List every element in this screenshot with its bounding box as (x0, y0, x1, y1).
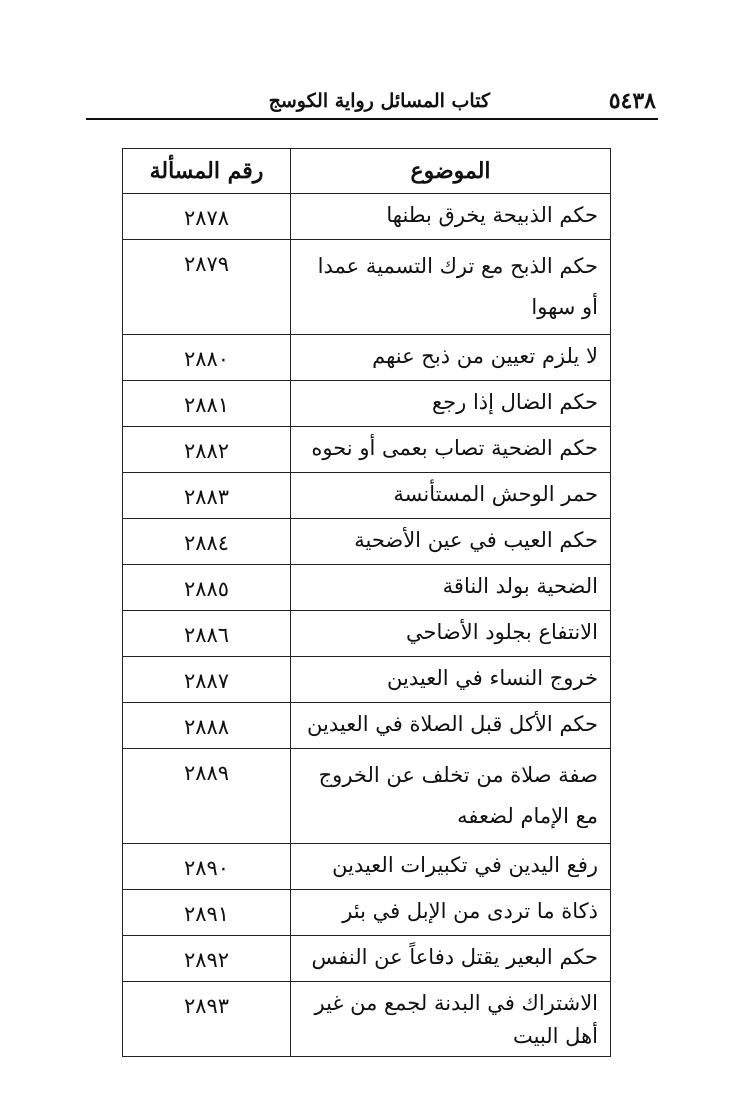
index-table (122, 148, 611, 1057)
topic-cell: صفة صلاة من تخلف عن الخروج مع الإمام لضعفه (291, 749, 611, 844)
topic-cell: حكم الأكل قبل الصلاة في العيدين (291, 703, 611, 749)
page-header (86, 80, 658, 120)
table-row (123, 890, 611, 936)
header-issue-number: رقم المسألة (123, 149, 291, 194)
issue-number-cell: ٢٨٨٩ (123, 749, 291, 844)
topic-cell: رفع اليدين في تكبيرات العيدين (291, 844, 611, 890)
topic-cell: حكم الذبيحة يخرق بطنها (291, 194, 611, 240)
table-row (123, 611, 611, 657)
table-row (123, 703, 611, 749)
issue-number-cell: ٢٨٩٢ (123, 936, 291, 982)
topic-cell: حكم العيب في عين الأضحية (291, 519, 611, 565)
topic-cell: حكم البعير يقتل دفاعاً عن النفس (291, 936, 611, 982)
header-topic: الموضوع (291, 149, 611, 194)
table-row (123, 335, 611, 381)
issue-number-cell: ٢٨٧٨ (123, 194, 291, 240)
table-row (123, 240, 611, 335)
topic-cell: خروج النساء في العيدين (291, 657, 611, 703)
issue-number-cell: ٢٨٨٤ (123, 519, 291, 565)
issue-number-cell: ٢٨٩٣ (123, 982, 291, 1057)
issue-number-cell: ٢٨٨٧ (123, 657, 291, 703)
book-title: كتاب المسائل رواية الكوسج (268, 90, 490, 112)
table-row (123, 844, 611, 890)
topic-cell: الانتفاع بجلود الأضاحي (291, 611, 611, 657)
table-row (123, 657, 611, 703)
issue-number-cell: ٢٨٨٥ (123, 565, 291, 611)
table-row (123, 194, 611, 240)
topic-cell: الضحية بولد الناقة (291, 565, 611, 611)
table-row (123, 936, 611, 982)
topic-cell: حمر الوحش المستأنسة (291, 473, 611, 519)
issue-number-cell: ٢٨٨٦ (123, 611, 291, 657)
topic-cell: حكم الضحية تصاب بعمى أو نحوه (291, 427, 611, 473)
issue-number-cell: ٢٨٨١ (123, 381, 291, 427)
issue-number-cell: ٢٨٨٢ (123, 427, 291, 473)
issue-number-cell: ٢٨٨٣ (123, 473, 291, 519)
topic-cell: حكم الضال إذا رجع (291, 381, 611, 427)
table-row (123, 473, 611, 519)
table-row (123, 381, 611, 427)
table-header-row (123, 149, 611, 194)
topic-cell: ذكاة ما تردى من الإبل في بئر (291, 890, 611, 936)
table-row (123, 427, 611, 473)
table-row (123, 565, 611, 611)
topic-cell: الاشتراك في البدنة لجمع من غير أهل البيت (291, 982, 611, 1057)
topic-cell: حكم الذبح مع ترك التسمية عمدا أو سهوا (291, 240, 611, 335)
issue-number-cell: ٢٨٩٠ (123, 844, 291, 890)
page-number: ٥٤٣٨ (608, 88, 656, 114)
table-row (123, 982, 611, 1057)
issue-number-cell: ٢٨٩١ (123, 890, 291, 936)
issue-number-cell: ٢٨٨٨ (123, 703, 291, 749)
topic-cell: لا يلزم تعيين من ذبح عنهم (291, 335, 611, 381)
issue-number-cell: ٢٨٨٠ (123, 335, 291, 381)
table-row (123, 519, 611, 565)
table-row (123, 749, 611, 844)
issue-number-cell: ٢٨٧٩ (123, 240, 291, 335)
